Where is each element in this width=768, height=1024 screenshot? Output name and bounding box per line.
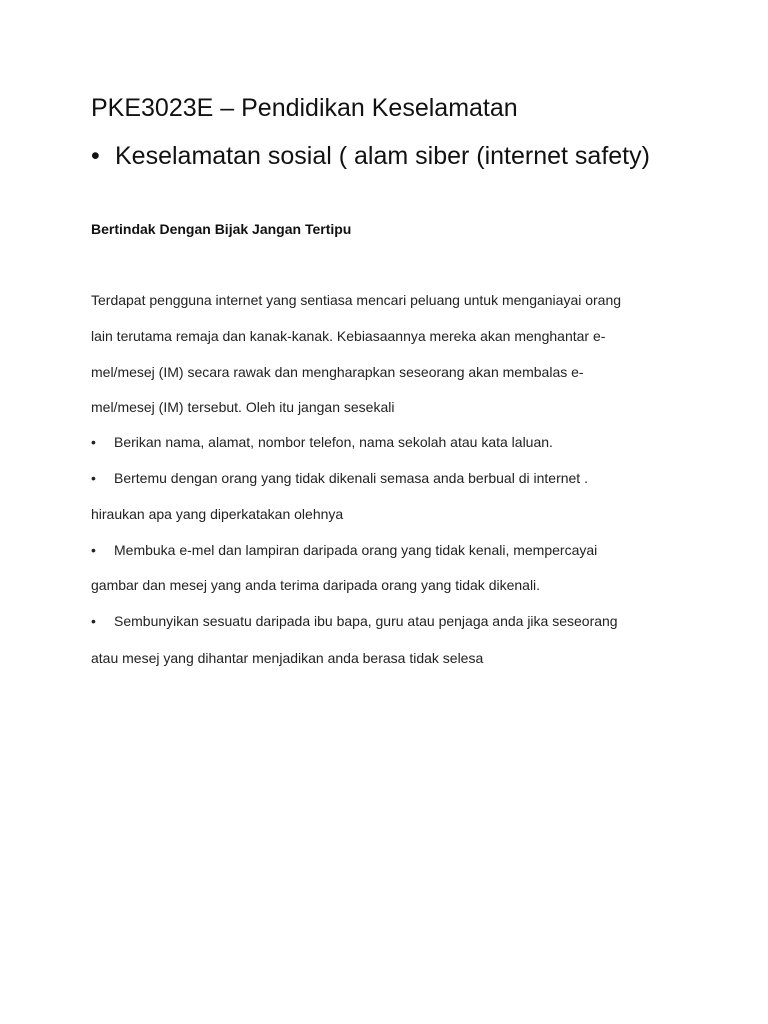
bullet-marker: • xyxy=(91,434,96,450)
list-item-continuation: atau mesej yang dihantar menjadikan anda berasa tidak selesa xyxy=(91,650,484,666)
paragraph-line: mel/mesej (IM) secara rawak dan mengharapkan seseorang akan membalas e- xyxy=(91,364,584,380)
list-item-text: Membuka e-mel dan lampiran daripada orang yang tidak kenali, mempercayai xyxy=(114,542,598,558)
subtitle-text: Keselamatan sosial ( alam siber (internet safety) xyxy=(115,142,650,170)
list-item-text: Bertemu dengan orang yang tidak dikenali semasa anda berbual di internet . xyxy=(114,470,588,486)
document-subtitle xyxy=(91,140,650,172)
list-item xyxy=(91,540,597,560)
bullet-marker: • xyxy=(91,542,96,558)
section-heading: Bertindak Dengan Bijak Jangan Tertipu xyxy=(91,221,352,237)
list-item xyxy=(91,611,618,631)
list-item-text: Berikan nama, alamat, nombor telefon, nama sekolah atau kata laluan. xyxy=(114,434,553,450)
bullet-marker: • xyxy=(91,470,96,486)
list-item-continuation: hiraukan apa yang diperkatakan olehnya xyxy=(91,506,344,522)
list-item xyxy=(91,432,553,452)
bullet-marker: • xyxy=(91,613,96,629)
list-item-text: Sembunyikan sesuatu daripada ibu bapa, guru atau penjaga anda jika seseorang xyxy=(114,613,618,629)
paragraph-line: mel/mesej (IM) tersebut. Oleh itu jangan sesekali xyxy=(91,399,395,415)
paragraph-line: lain terutama remaja dan kanak-kanak. Kebiasaannya mereka akan menghantar e- xyxy=(91,328,606,344)
list-item xyxy=(91,468,588,488)
paragraph-line: Terdapat pengguna internet yang sentiasa mencari peluang untuk menganiayai orang xyxy=(91,292,622,308)
bullet-marker: • xyxy=(91,142,100,170)
list-item-continuation: gambar dan mesej yang anda terima daripada orang yang tidak dikenali. xyxy=(91,577,541,593)
document-title: PKE3023E – Pendidikan Keselamatan xyxy=(91,94,518,122)
